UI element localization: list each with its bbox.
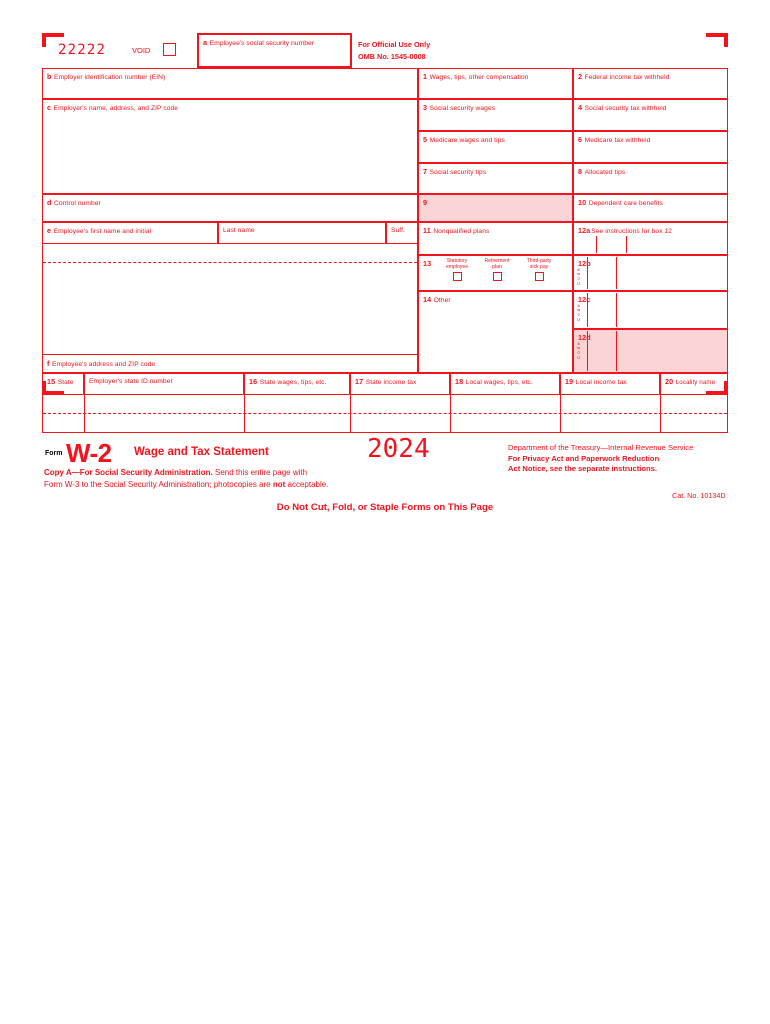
footer-privacy-line1: For Privacy Act and Paperwork Reduction bbox=[508, 453, 660, 463]
box-12c-code-label: C o d e bbox=[576, 304, 581, 321]
box-15-state[interactable] bbox=[42, 373, 84, 395]
official-use-line1: For Official Use Only bbox=[358, 40, 431, 49]
box-b-ein[interactable] bbox=[42, 68, 418, 99]
box-e-first-text: Employee's first name and initial bbox=[53, 227, 152, 235]
box-e-suffix-label: Suff. bbox=[391, 226, 405, 234]
box-9-label bbox=[419, 195, 572, 208]
box-b-label bbox=[43, 69, 417, 82]
box-11-text: Nonqualified plans bbox=[433, 227, 490, 235]
void-control-block bbox=[42, 33, 197, 68]
box-20-label bbox=[661, 374, 727, 387]
box-c-employer[interactable] bbox=[42, 99, 418, 194]
box-12b[interactable] bbox=[573, 255, 728, 291]
box-12d-number: 12d bbox=[578, 332, 591, 342]
box-16-number: 16 bbox=[249, 376, 258, 386]
box-5-medicare-wages[interactable] bbox=[418, 131, 573, 163]
box-8-label bbox=[574, 164, 727, 177]
box-c-text: Employer's name, address, and ZIP code bbox=[53, 104, 179, 112]
box-12c-divider bbox=[587, 293, 588, 327]
footer-cat-no: Cat. No. 10134D bbox=[672, 491, 726, 500]
box-12b-label bbox=[574, 256, 727, 269]
footer-copy-line2-b: acceptable. bbox=[285, 479, 329, 489]
retirement-plan-checkbox[interactable] bbox=[493, 272, 502, 281]
box-17-text: State income tax bbox=[365, 378, 417, 386]
box-11-nonqualified-plans[interactable] bbox=[418, 222, 573, 255]
box-12b-divider-2 bbox=[616, 257, 617, 289]
box-12a-number: 12a bbox=[578, 225, 591, 235]
thirdparty-line2: sick pay bbox=[529, 263, 549, 270]
retirement-line1: Retirement bbox=[484, 258, 510, 264]
box-12d-label bbox=[574, 330, 727, 343]
box-16-label bbox=[245, 374, 349, 387]
box-16-text: State wages, tips, etc. bbox=[259, 378, 327, 386]
entry-div-4 bbox=[450, 395, 451, 433]
box-9-number: 9 bbox=[423, 197, 428, 207]
box-1-text: Wages, tips, other compensation bbox=[429, 73, 529, 81]
box-6-label bbox=[574, 132, 727, 145]
box-14-label bbox=[419, 292, 572, 305]
box-3-label bbox=[419, 100, 572, 113]
box-d-letter: d bbox=[47, 197, 52, 207]
box-18-text: Local wages, tips, etc. bbox=[465, 378, 533, 386]
box-e-last-name[interactable] bbox=[218, 222, 386, 244]
third-party-sick-pay-checkbox[interactable] bbox=[535, 272, 544, 281]
box-c-letter: c bbox=[47, 102, 52, 112]
box-6-text: Medicare tax withheld bbox=[584, 136, 651, 144]
w2-grid bbox=[42, 33, 728, 395]
box-e-f-name-address-area[interactable] bbox=[42, 244, 418, 355]
statutory-line1: Statutory bbox=[446, 258, 468, 264]
box-12c[interactable] bbox=[573, 291, 728, 329]
box-a-label bbox=[199, 35, 350, 47]
footer-privacy-line2: Act Notice, see the separate instructions. bbox=[508, 464, 657, 473]
box-10-label bbox=[574, 195, 727, 208]
box-12d[interactable] bbox=[573, 329, 728, 373]
box-16-state-wages[interactable] bbox=[244, 373, 350, 395]
official-use-block bbox=[352, 33, 728, 68]
box-12c-number: 12c bbox=[578, 294, 591, 304]
box-10-number: 10 bbox=[578, 197, 587, 207]
box-2-number: 2 bbox=[578, 71, 583, 81]
footer-form-id: W-2 bbox=[66, 438, 112, 468]
box-2-fed-tax[interactable] bbox=[573, 68, 728, 99]
box-15-employer-state-id[interactable] bbox=[84, 373, 244, 395]
footer-dept-line: Department of the Treasury—Internal Revenue Service bbox=[508, 443, 694, 452]
footer-copy-line2-a: Form W-3 to the Social Security Administration; photocopies are bbox=[44, 479, 273, 489]
box-2-label bbox=[574, 69, 727, 82]
box-17-state-income-tax[interactable] bbox=[350, 373, 450, 395]
box-13-number: 13 bbox=[423, 259, 432, 268]
box-8-number: 8 bbox=[578, 166, 583, 176]
box-4-ss-tax[interactable] bbox=[573, 99, 728, 131]
entry-div-1 bbox=[84, 395, 85, 433]
official-use-line2: OMB No. 1545-0008 bbox=[358, 52, 426, 61]
box-7-text: Social security tips bbox=[429, 168, 487, 176]
box-19-local-income-tax[interactable] bbox=[560, 373, 660, 395]
box-6-medicare-tax[interactable] bbox=[573, 131, 728, 163]
box-3-number: 3 bbox=[423, 102, 428, 112]
box-4-label bbox=[574, 100, 727, 113]
box-2-text: Federal income tax withheld bbox=[584, 73, 670, 81]
box-f-label bbox=[43, 355, 417, 369]
box-a-letter: a bbox=[203, 38, 208, 47]
box-f-text: Employee's address and ZIP code bbox=[52, 361, 156, 368]
box-17-number: 17 bbox=[355, 376, 364, 386]
footer-form-word: Form bbox=[45, 450, 63, 457]
box-5-label bbox=[419, 132, 572, 145]
box-12d-divider-2 bbox=[616, 331, 617, 371]
box-15-text: State bbox=[57, 378, 74, 386]
box-d-control-number[interactable] bbox=[42, 194, 418, 222]
box-15-stateid-label: Employer's state ID number bbox=[89, 377, 173, 385]
box-9-shaded[interactable] bbox=[418, 194, 573, 222]
footer-do-not-cut: Do Not Cut, Fold, or Staple Forms on This Page bbox=[276, 502, 494, 513]
box-6-number: 6 bbox=[578, 134, 583, 144]
box-e-suffix[interactable] bbox=[386, 222, 418, 244]
box-13-third-party-sick-pay[interactable] bbox=[519, 259, 559, 281]
box-18-label bbox=[451, 374, 559, 387]
box-12b-number: 12b bbox=[578, 258, 591, 268]
box-12d-code-label: C o d e bbox=[576, 342, 581, 359]
box-f-employee-address[interactable] bbox=[42, 355, 418, 373]
footer-copy-block bbox=[44, 467, 328, 490]
box-12b-divider bbox=[587, 257, 588, 289]
state-local-entry-rows bbox=[42, 395, 728, 433]
box-13-checkboxes[interactable] bbox=[418, 255, 573, 291]
box-12a-label bbox=[574, 223, 727, 236]
footer-tax-year: 2024 bbox=[367, 434, 430, 464]
box-d-label bbox=[43, 195, 417, 208]
void-checkbox[interactable] bbox=[163, 43, 176, 56]
box-17-label bbox=[351, 374, 449, 387]
statutory-employee-checkbox[interactable] bbox=[453, 272, 462, 281]
box-1-wages[interactable] bbox=[418, 68, 573, 99]
box-8-allocated-tips[interactable] bbox=[573, 163, 728, 194]
box-a-text: Employee's social security number bbox=[209, 40, 315, 47]
box-15-label bbox=[43, 374, 83, 387]
footer-copy-line1 bbox=[44, 467, 328, 479]
footer-copy-rest: Send this entire page with bbox=[212, 468, 308, 477]
box-18-number: 18 bbox=[455, 376, 464, 386]
box-5-text: Medicare wages and tips bbox=[429, 136, 505, 144]
box-20-locality-name[interactable] bbox=[660, 373, 728, 395]
box-e-first-label bbox=[43, 223, 217, 236]
box-e-last-label: Last name bbox=[223, 226, 255, 234]
box-12d-divider bbox=[587, 331, 588, 371]
statutory-line2: employee bbox=[445, 263, 469, 270]
box-1-number: 1 bbox=[423, 71, 428, 81]
entry-div-2 bbox=[244, 395, 245, 433]
entry-div-5 bbox=[560, 395, 561, 433]
box-3-ss-wages[interactable] bbox=[418, 99, 573, 131]
box-15-number: 15 bbox=[47, 376, 56, 386]
box-4-number: 4 bbox=[578, 102, 583, 112]
box-d-text: Control number bbox=[54, 199, 101, 207]
box-5-number: 5 bbox=[423, 134, 428, 144]
footer-copy-line2 bbox=[44, 479, 328, 491]
w2-form bbox=[42, 33, 728, 433]
box-11-number: 11 bbox=[423, 225, 431, 235]
footer-form-title: Wage and Tax Statement bbox=[134, 446, 269, 458]
box-4-text: Social security tax withheld bbox=[584, 104, 667, 112]
box-12a-text: See instructions for box 12 bbox=[591, 227, 673, 235]
box-14-text: Other bbox=[433, 296, 451, 304]
entry-div-6 bbox=[660, 395, 661, 433]
box-14-number: 14 bbox=[423, 294, 432, 304]
box-19-label bbox=[561, 374, 659, 387]
entry-div-3 bbox=[350, 395, 351, 433]
box-20-text: Locality name bbox=[675, 378, 716, 386]
box-11-label bbox=[419, 223, 572, 236]
box-19-number: 19 bbox=[565, 376, 574, 386]
entry-dashed-mid bbox=[43, 413, 727, 414]
footer-copy-line2-bold: not bbox=[272, 479, 286, 489]
box-10-dependent-care[interactable] bbox=[573, 194, 728, 222]
box-e-letter: e bbox=[47, 225, 52, 235]
box-c-label bbox=[43, 100, 417, 113]
footer-copy-bold: Copy A—For Social Security Administration. bbox=[44, 468, 213, 477]
box-f-letter: f bbox=[47, 359, 50, 368]
void-number: 22222 bbox=[58, 42, 107, 58]
box-14-other[interactable] bbox=[418, 291, 573, 373]
box-1-label bbox=[419, 69, 572, 82]
box-19-text: Local income tax bbox=[575, 378, 627, 386]
box-b-letter: b bbox=[47, 71, 52, 81]
box-10-text: Dependent care benefits bbox=[588, 199, 663, 207]
box-a-ssn[interactable] bbox=[197, 33, 352, 68]
box-18-local-wages[interactable] bbox=[450, 373, 560, 395]
box-7-ss-tips[interactable] bbox=[418, 163, 573, 194]
name-guide-line-1 bbox=[43, 262, 417, 263]
box-12c-divider-2 bbox=[616, 293, 617, 327]
box-12c-label bbox=[574, 292, 727, 305]
box-e-first-name[interactable] bbox=[42, 222, 218, 244]
box-3-text: Social security wages bbox=[429, 104, 496, 112]
box-12a-divider bbox=[596, 236, 597, 253]
void-label: VOID bbox=[132, 46, 151, 55]
box-8-text: Allocated tips bbox=[584, 168, 626, 176]
box-7-label bbox=[419, 164, 572, 177]
box-12b-code-label: C o d e bbox=[576, 268, 581, 285]
box-20-number: 20 bbox=[665, 376, 674, 386]
footer-dept-block bbox=[508, 443, 740, 475]
box-13-retirement-plan[interactable] bbox=[477, 259, 517, 281]
box-7-number: 7 bbox=[423, 166, 428, 176]
thirdparty-line1: Third-party bbox=[526, 258, 552, 264]
box-12a[interactable] bbox=[573, 222, 728, 255]
retirement-line2: plan bbox=[492, 263, 502, 270]
box-13-statutory-employee[interactable] bbox=[437, 259, 477, 281]
entry-row-outer[interactable] bbox=[42, 395, 728, 433]
box-b-text: Employer identification number (EIN) bbox=[54, 73, 166, 81]
box-12a-divider-2 bbox=[626, 236, 627, 253]
